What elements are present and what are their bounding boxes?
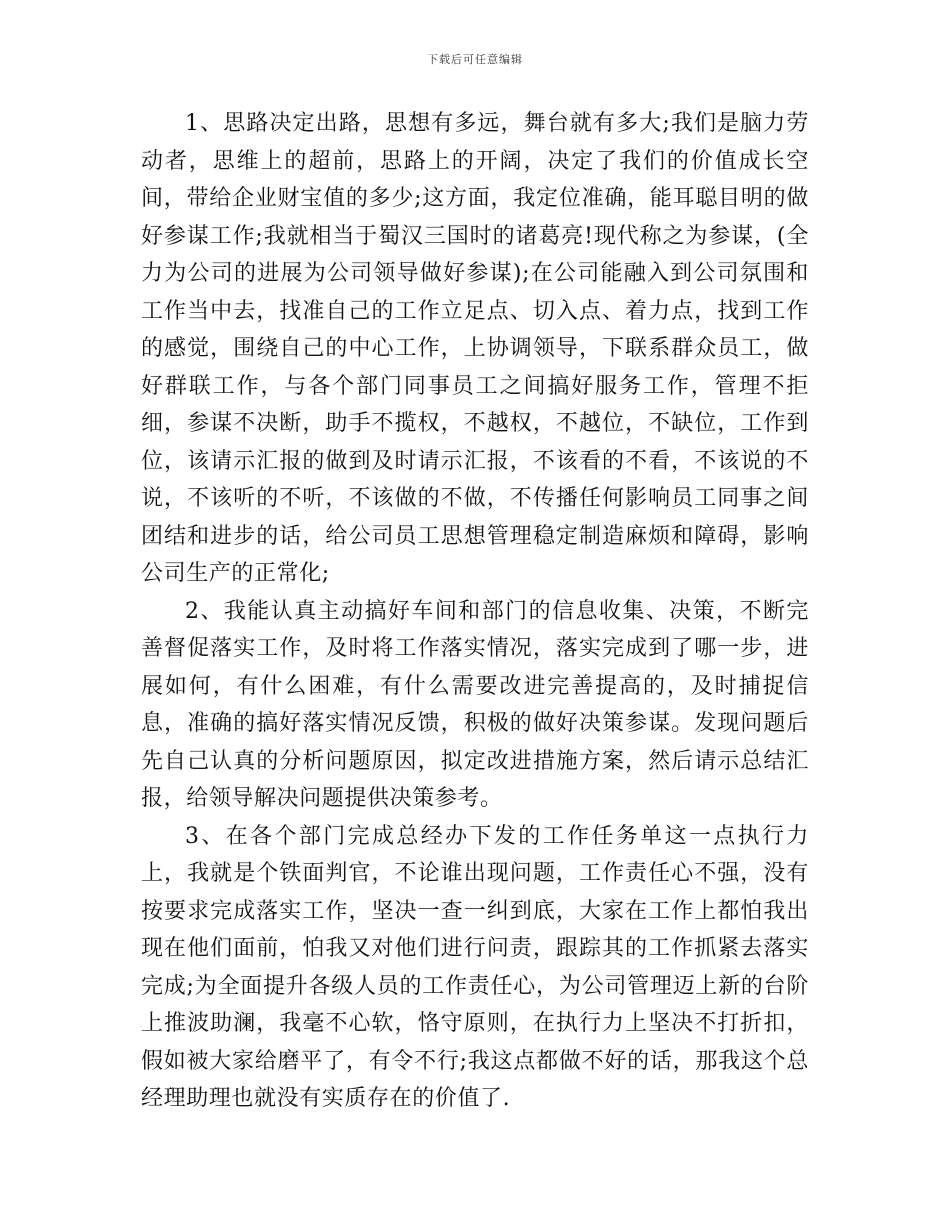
paragraph-2: 2、我能认真主动搞好车间和部门的信息收集、决策，不断完善督促落实工作，及时将工作落实情况，落实完成到了哪一步，进展如何，有什么困难，有什么需要改进完善提高的，及时捕捉信息，准确的搞好落实情况反馈，积极的做好决策参谋。发现问题后先自己认真的分析问题原因，拟定改进措施方案，然后请示总结汇报，给领导解决问题提供决策参考。 (141, 598, 809, 811)
document-body (141, 105, 809, 1118)
page-header: 下载后可任意编辑 (427, 53, 523, 66)
paragraph-1: 1、思路决定出路，思想有多远，舞台就有多大;我们是脑力劳动者，思维上的超前，思路上的开阔，决定了我们的价值成长空间，带给企业财宝值的多少;这方面，我定位准确，能耳聪目明的做好参谋工作;我就相当于蜀汉三国时的诸葛亮!现代称之为参谋，(全力为公司的进展为公司领导做好参谋);在公司能融入到公司氛围和工作当中去，找准自己的工作立足点、切入点、着力点，找到工作的感觉，围绕自己的中心工作，上协调领导，下联系群众员工，做好群联工作，与各个部门同事员工之间搞好服务工作，管理不拒细，参谋不决断，助手不揽权，不越权，不越位，不缺位，工作到位，该请示汇报的做到及时请示汇报，不该看的不看，不该说的不说，不该听的不听，不该做的不做，不传播任何影响员工同事之间团结和进步的话，给公司员工思想管理稳定制造麻烦和障碍，影响公司生产的正常化; (141, 111, 809, 586)
paragraph-3: 3、在各个部门完成总经办下发的工作任务单这一点执行力上，我就是个铁面判官，不论谁出现问题，工作责任心不强，没有按要求完成落实工作，坚决一查一纠到底，大家在工作上都怕我出现在他们面前，怕我又对他们进行问责，跟踪其的工作抓紧去落实完成;为全面提升各级人员的工作责任心，为公司管理迈上新的台阶上推波助澜，我毫不心软，恪守原则，在执行力上坚决不打折扣，假如被大家给磨平了，有令不行;我这点都做不好的话，那我这个总经理助理也就没有实质存在的价值了. (141, 823, 809, 1111)
